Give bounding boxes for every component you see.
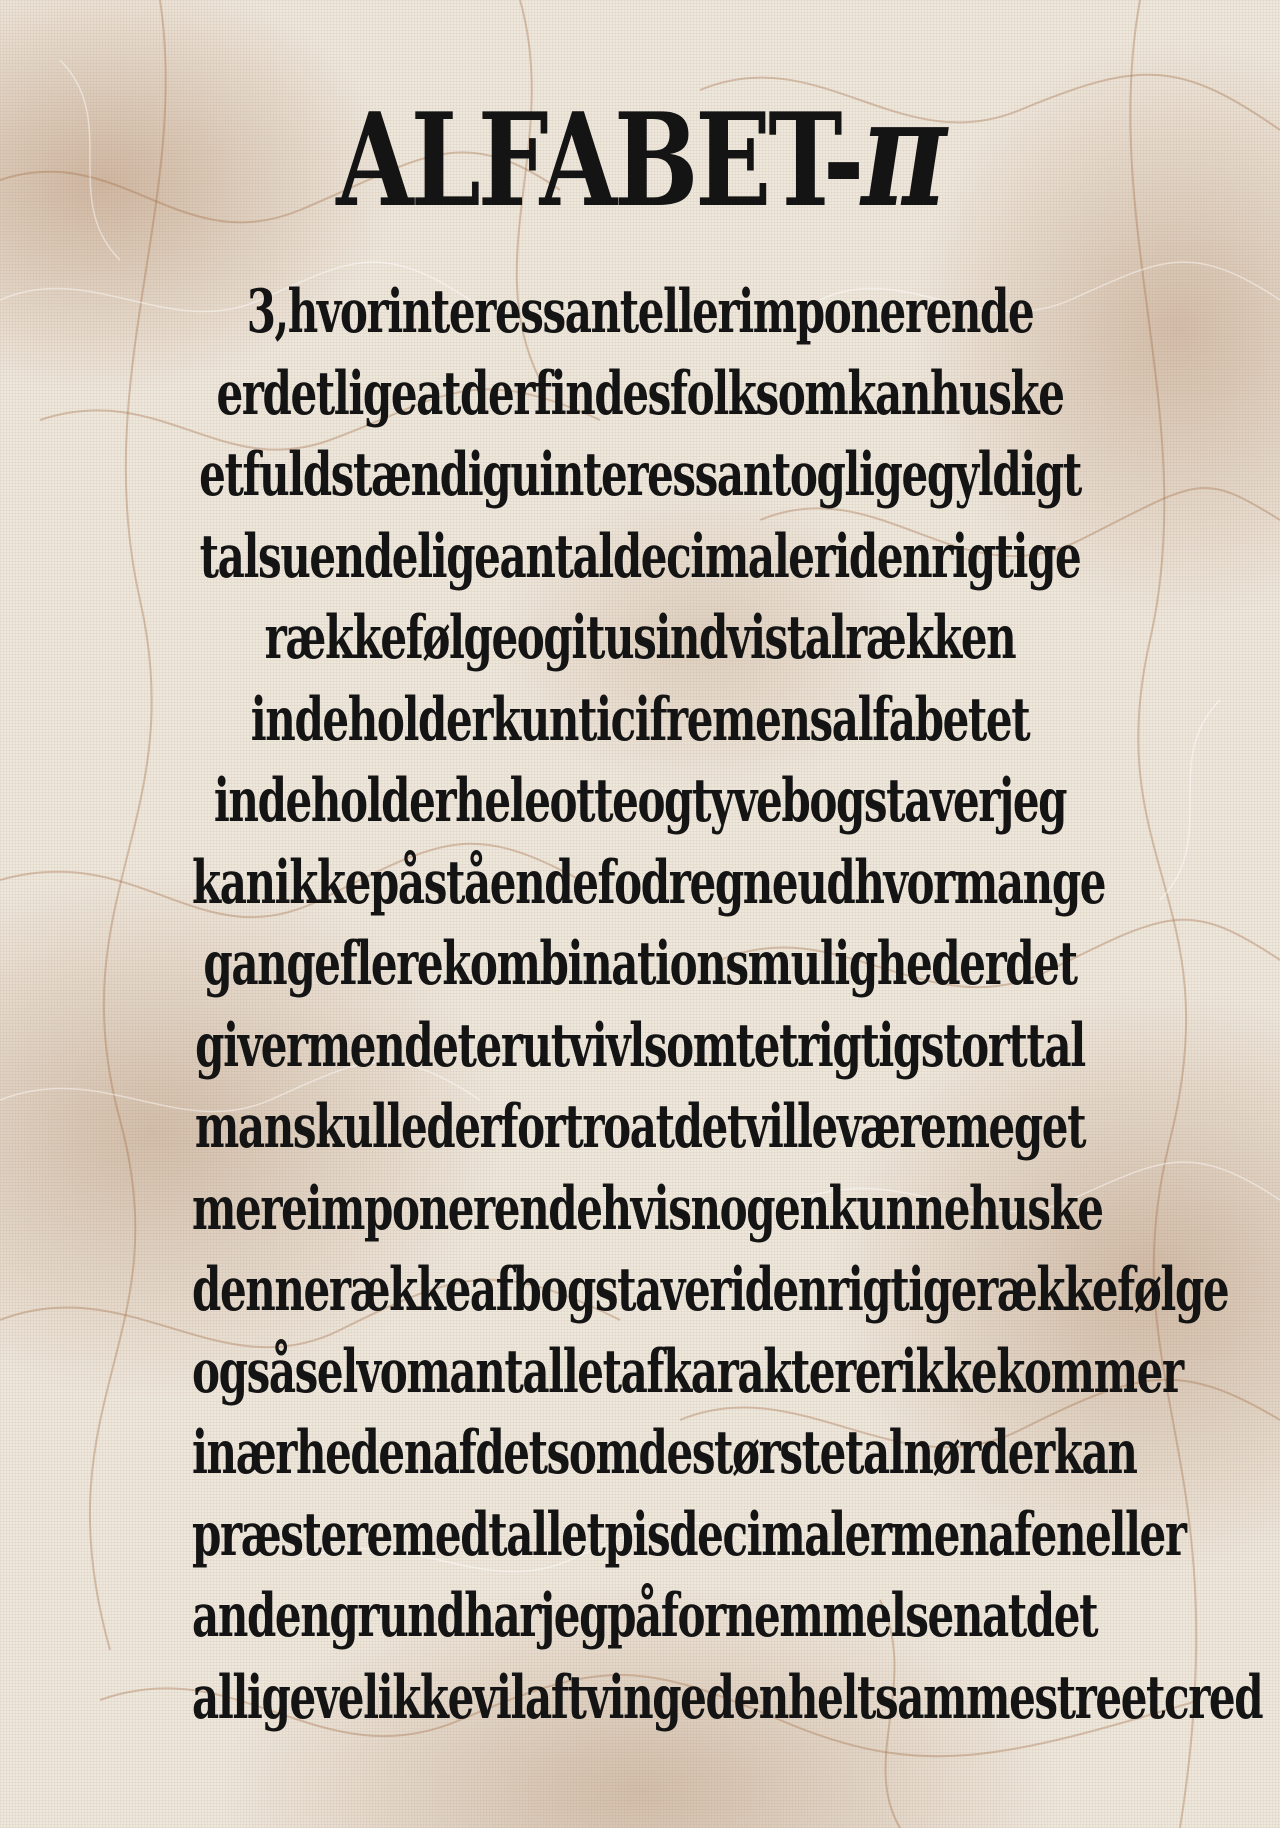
poem-text-block — [0, 272, 1280, 1739]
poster-title-text: ALFABET- — [336, 86, 862, 236]
poem-line: rækkefølgeogitusindvistalrækken — [264, 603, 1016, 673]
poem-line: andengrundharjegpåfornemmelsenatdet — [192, 1581, 1098, 1651]
poem-line: indeholderheleotteogtyvebogstaverjeg — [213, 766, 1067, 836]
poem-line: inærhedenafdetsomdestørstetalnørderkan — [192, 1418, 1137, 1488]
poem-line: mereimponerendehvisnogenkunnehuske — [192, 1173, 1103, 1244]
poem-line: etfuldstændiguinteressantogligegyldigt — [199, 440, 1081, 510]
poem-line: talsuendeligeantaldecimaleridenrigtige — [199, 521, 1081, 592]
poem-line: dennerækkeafbogstaveridenrigtigerækkefølge — [192, 1255, 1229, 1325]
poem-line: ogsåselvomantalletafkaraktererikkekommer — [192, 1336, 1183, 1407]
pi-symbol: π — [861, 65, 944, 241]
poem-line: erdetligeatderfindesfolksomkanhuske — [216, 358, 1064, 429]
poem-line: givermendeterutvivlsomtetrigtigstorttal — [195, 1010, 1085, 1081]
poem-line: 3,hvorinteressantellerimponerende — [246, 277, 1034, 347]
poem-line: gangeflerekombinationsmulighederdet — [203, 929, 1077, 999]
poem-line: præsteremedtalletpisdecimalermenafeneller — [192, 1499, 1186, 1570]
poem-line: kanikkepåståendefodregneudhvormange — [192, 847, 1106, 918]
poem-line: alligevelikkevilaftvingedenheltsammestreetcred — [192, 1662, 1263, 1733]
poem-line: indeholderkunticifremensalfabetet — [250, 684, 1030, 755]
poster-title — [141, 65, 1139, 241]
poem-line: manskullederfortroatdetvilleværemeget — [194, 1092, 1086, 1162]
